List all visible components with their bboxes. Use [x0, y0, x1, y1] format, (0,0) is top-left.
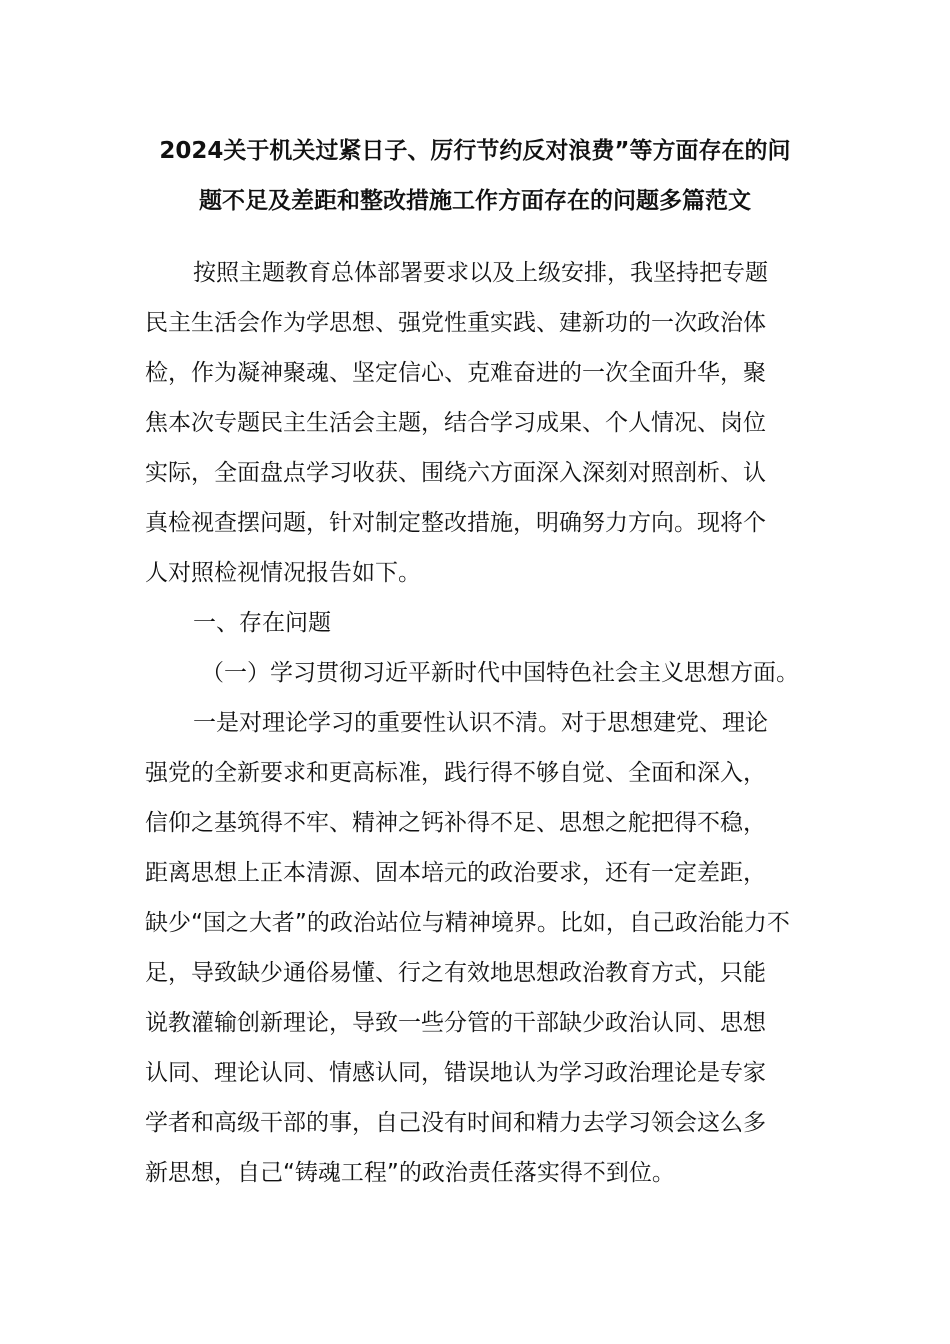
- paragraph-1-line-3: 检，作为凝神聚魂、坚定信心、克难奋进的一次全面升华，聚: [145, 360, 766, 386]
- subsection-heading: （一）学习贯彻习近平新时代中国特色社会主义思想方面。: [201, 660, 799, 686]
- paragraph-1-line-7: 人对照检视情况报告如下。: [145, 560, 421, 586]
- paragraph-1-line-5: 实际，全面盘点学习收获、围绕六方面深入深刻对照剖析、认: [145, 460, 766, 486]
- paragraph-2-line-3: 信仰之基筑得不牢、精神之钙补得不足、思想之舵把得不稳，: [145, 810, 766, 836]
- paragraph-2-line-1: 一是对理论学习的重要性认识不清。对于思想建党、理论: [193, 710, 768, 736]
- paragraph-1-line-2: 民主生活会作为学思想、强党性重实践、建新功的一次政治体: [145, 310, 766, 336]
- paragraph-2-line-7: 说教灌输创新理论，导致一些分管的干部缺少政治认同、思想: [145, 1010, 766, 1036]
- paragraph-2-line-5: 缺少“国之大者”的政治站位与精神境界。比如，自己政治能力不: [145, 910, 790, 936]
- paragraph-2-line-10: 新思想，自己“铸魂工程”的政治责任落实得不到位。: [145, 1160, 675, 1186]
- title-line-1: 2024关于机关过紧日子、厉行节约反对浪费”等方面存在的问: [159, 138, 791, 164]
- paragraph-2-line-2: 强党的全新要求和更高标准，践行得不够自觉、全面和深入，: [145, 760, 766, 786]
- document-title: [140, 126, 810, 226]
- section-heading: 一、存在问题: [193, 610, 331, 636]
- paragraph-2-line-6: 足，导致缺少通俗易懂、行之有效地思想政治教育方式，只能: [145, 960, 766, 986]
- paragraph-2-line-8: 认同、理论认同、情感认同，错误地认为学习政治理论是专家: [145, 1060, 766, 1086]
- document-body: [145, 248, 810, 1198]
- paragraph-1-line-6: 真检视查摆问题，针对制定整改措施，明确努力方向。现将个: [145, 510, 766, 536]
- paragraph-2-line-4: 距离思想上正本清源、固本培元的政治要求，还有一定差距，: [145, 860, 766, 886]
- paragraph-1-line-4: 焦本次专题民主生活会主题，结合学习成果、个人情况、岗位: [145, 410, 766, 436]
- paragraph-1-line-1: 按照主题教育总体部署要求以及上级安排，我坚持把专题: [193, 260, 768, 286]
- paragraph-2-line-9: 学者和高级干部的事，自己没有时间和精力去学习领会这么多: [145, 1110, 766, 1136]
- title-line-2: 题不足及差距和整改措施工作方面存在的问题多篇范文: [199, 188, 751, 214]
